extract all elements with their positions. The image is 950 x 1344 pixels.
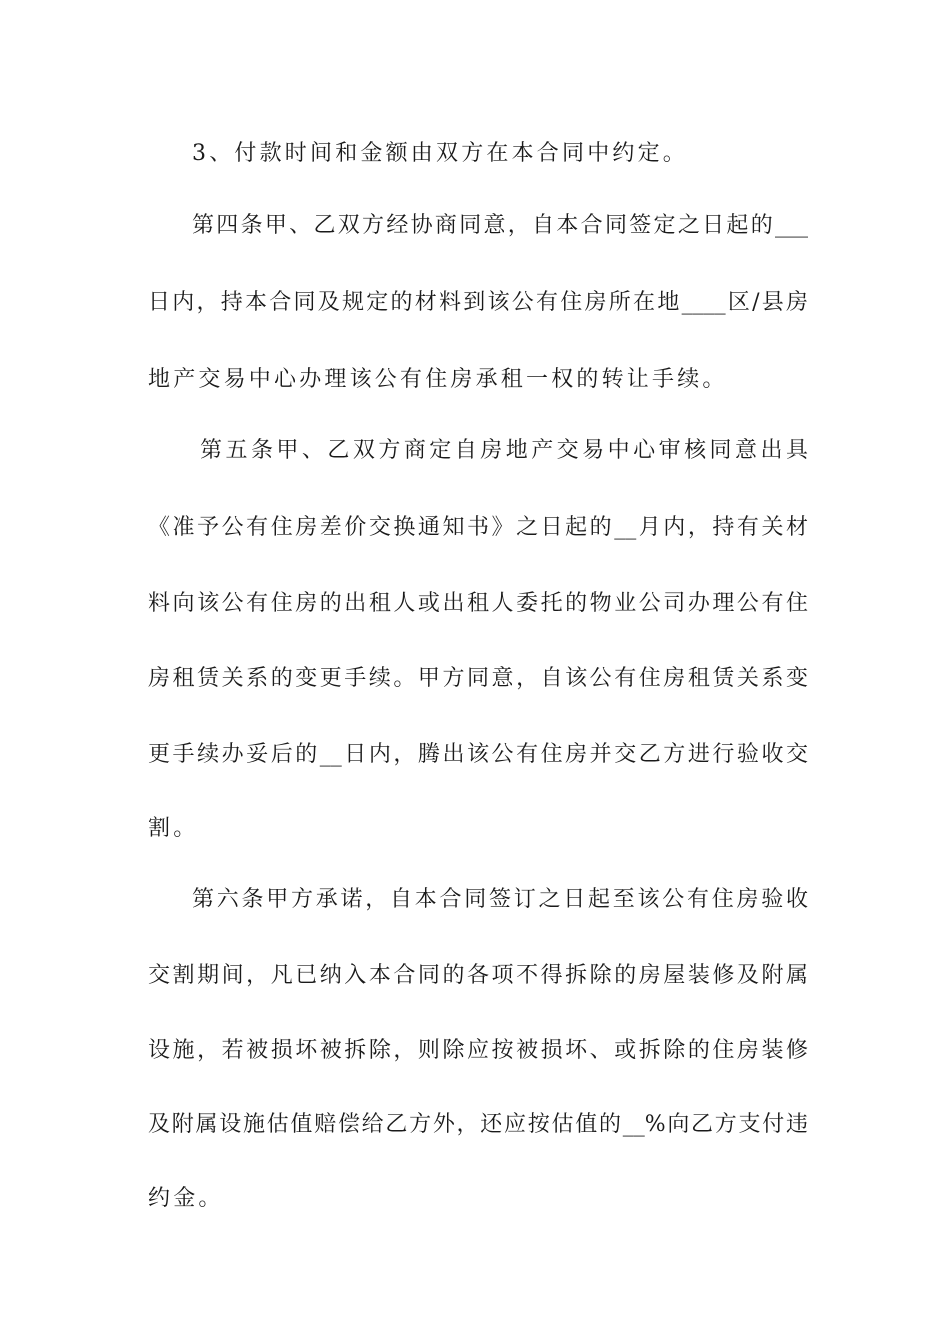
article-6-line-4: 及附属设施估值赔偿给乙方外，还应按估值的__%向乙方支付违: [148, 1112, 808, 1137]
article-5-line-4: 房租赁关系的变更手续。甲方同意，自该公有住房租赁关系变: [148, 666, 808, 691]
article-6-line-3: 设施，若被损坏被拆除，则除应按被损坏、或拆除的住房装修: [148, 1038, 808, 1063]
article-4-line-2: 日内，持本合同及规定的材料到该公有住房所在地____区/县房: [148, 290, 808, 315]
article-5-line-1: 第五条甲、乙双方商定自房地产交易中心审核同意出具: [200, 438, 808, 463]
article-5-line-2: 《准予公有住房差价交换通知书》之日起的__月内，持有关材: [148, 515, 808, 540]
item-3-line-1: 3、付款时间和金额由双方在本合同中约定。: [192, 141, 688, 166]
article-4-line-1: 第四条甲、乙双方经协商同意，自本合同签定之日起的___: [192, 213, 808, 238]
article-6-line-1: 第六条甲方承诺，自本合同签订之日起至该公有住房验收: [192, 887, 808, 912]
article-5-line-6: 割。: [148, 816, 199, 841]
article-6-line-2: 交割期间，凡已纳入本合同的各项不得拆除的房屋装修及附属: [148, 963, 808, 988]
article-4-line-3: 地产交易中心办理该公有住房承租一权的转让手续。: [148, 367, 728, 392]
article-5-line-3: 料向该公有住房的出租人或出租人委托的物业公司办理公有住: [148, 591, 808, 616]
article-6-line-5: 约金。: [148, 1186, 224, 1211]
article-5-line-5: 更手续办妥后的__日内，腾出该公有住房并交乙方进行验收交: [148, 742, 808, 767]
